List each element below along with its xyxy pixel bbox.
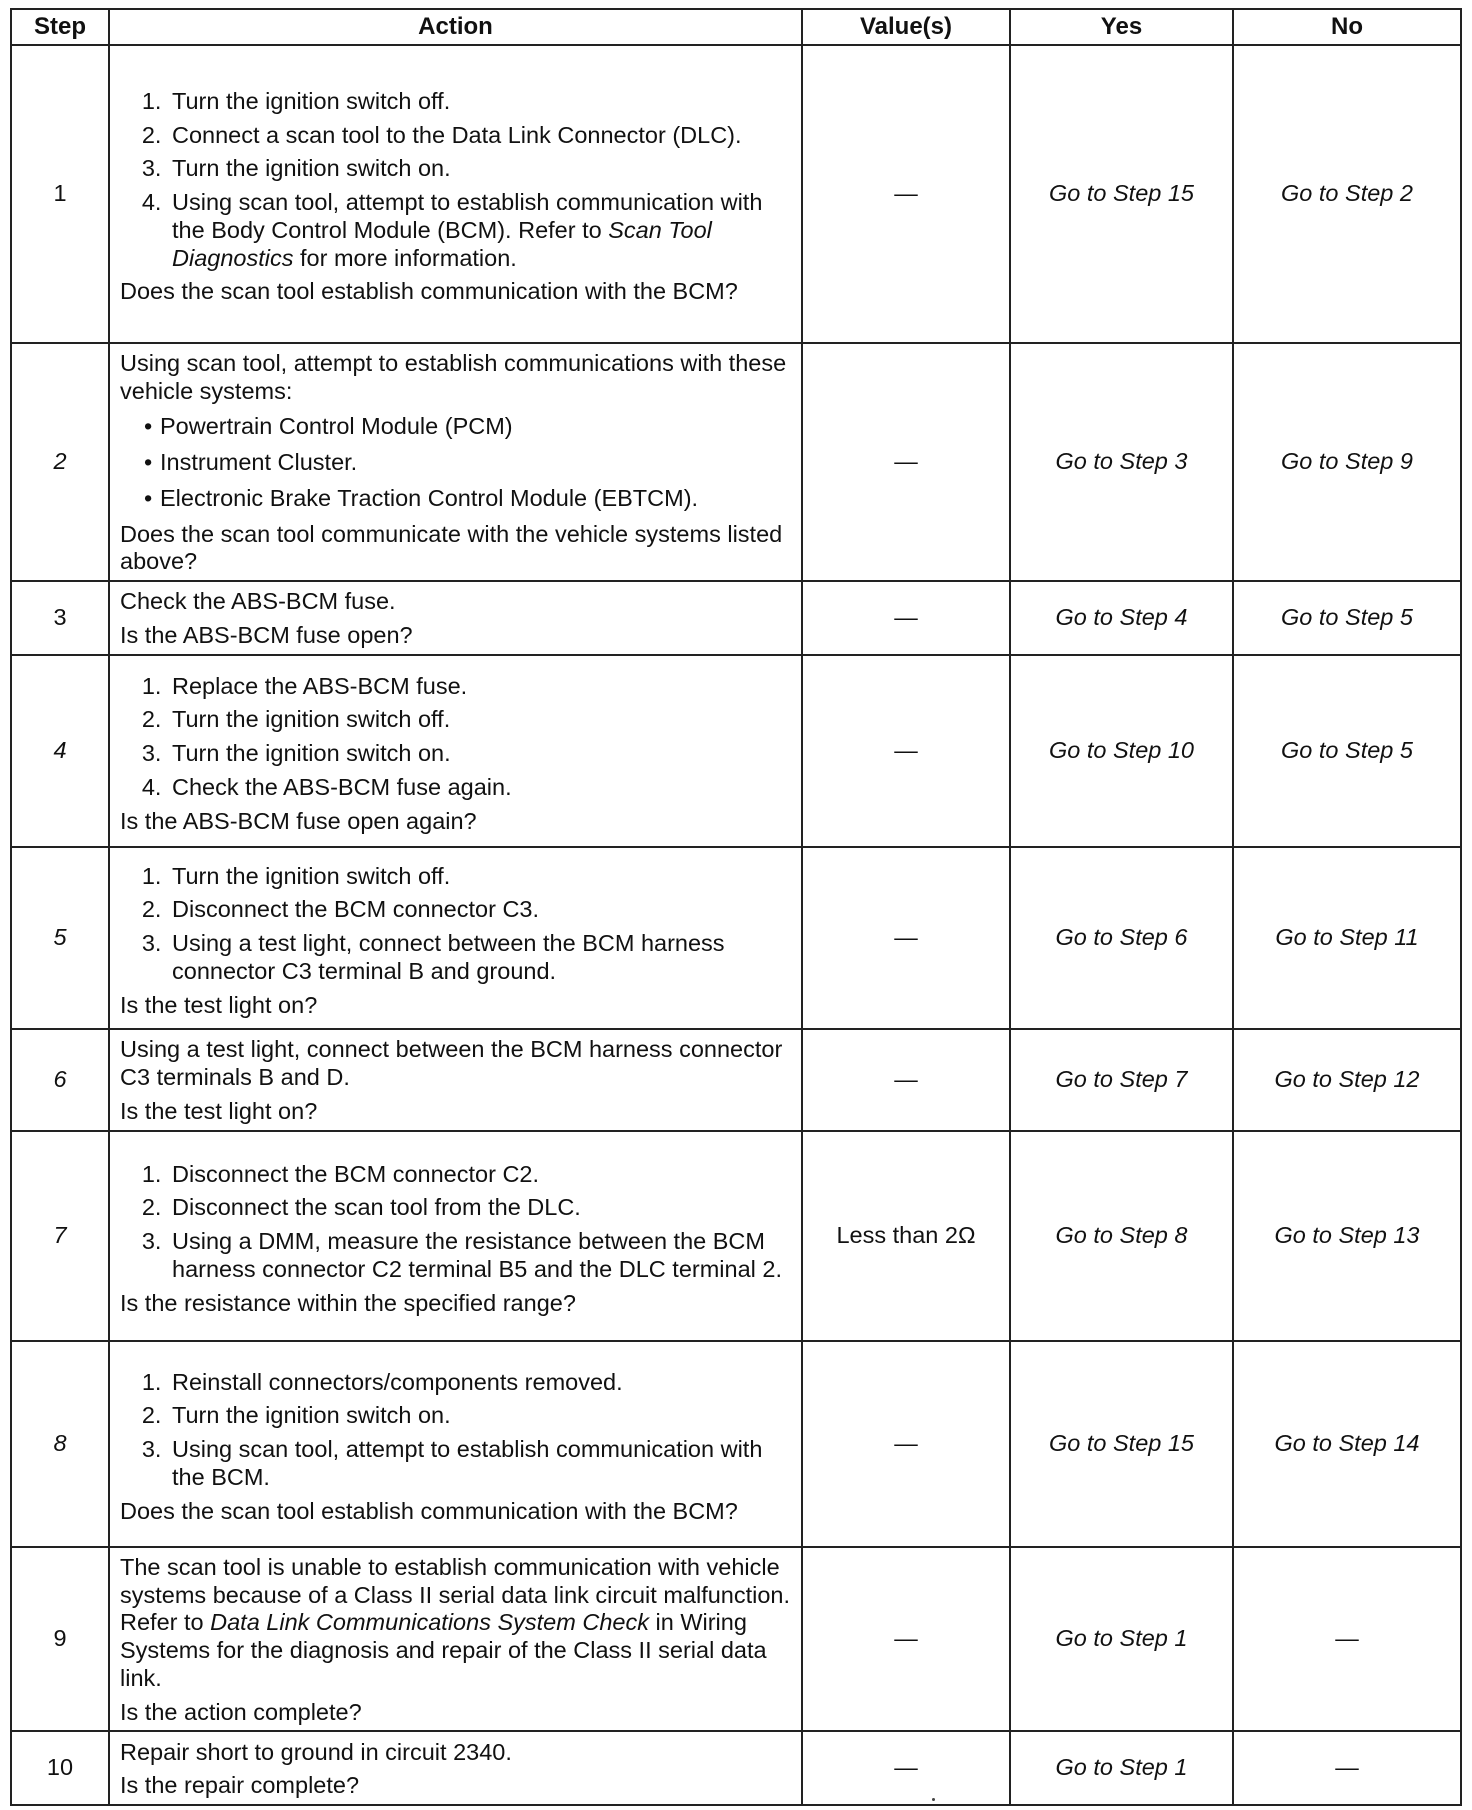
- action-cell: [109, 1341, 802, 1547]
- header-row: [11, 9, 1461, 45]
- header-no: No: [1233, 9, 1461, 45]
- action-item: 2. Disconnect the BCM connector C3.: [168, 896, 791, 924]
- step-number: 4: [11, 655, 109, 847]
- action-list: [120, 1161, 791, 1284]
- yes-cell: Go to Step 10: [1010, 655, 1233, 847]
- action-item: 3. Using scan tool, attempt to establish communication with the BCM.: [168, 1436, 791, 1491]
- step-number: 7: [11, 1131, 109, 1341]
- yes-cell: Go to Step 1: [1010, 1731, 1233, 1805]
- action-question: Is the action complete?: [120, 1698, 362, 1725]
- header-yes: Yes: [1010, 9, 1233, 45]
- list-item: • Powertrain Control Module (PCM): [160, 413, 791, 441]
- action-item: 3. Turn the ignition switch on.: [168, 740, 791, 768]
- action-question: Is the test light on?: [120, 1097, 318, 1124]
- action-item: 1. Reinstall connectors/components removed.: [168, 1369, 791, 1397]
- value-cell: —: [802, 1547, 1010, 1731]
- yes-cell: Go to Step 6: [1010, 847, 1233, 1029]
- action-item: 4. Check the ABS-BCM fuse again.: [168, 774, 791, 802]
- header-values: Value(s): [802, 9, 1010, 45]
- list-item: • Instrument Cluster.: [160, 449, 791, 477]
- table-row: [11, 655, 1461, 847]
- step-number: 10: [11, 1731, 109, 1805]
- no-cell: Go to Step 2: [1233, 45, 1461, 343]
- no-cell: Go to Step 11: [1233, 847, 1461, 1029]
- action-text: The scan tool is unable to establish communication with vehicle systems because of a Class II serial data link circuit malfunction. Refer to Data Link Communications System Check in Wiring Systems for the diagnosis and repair of the Class II serial data link.: [120, 1554, 791, 1691]
- action-item: 1. Turn the ignition switch off.: [168, 88, 791, 116]
- no-cell: Go to Step 14: [1233, 1341, 1461, 1547]
- action-cell: [109, 45, 802, 343]
- action-item: 2. Connect a scan tool to the Data Link Connector (DLC).: [168, 122, 791, 150]
- action-item: 1. Turn the ignition switch off.: [168, 863, 791, 891]
- action-question: Is the test light on?: [120, 991, 318, 1018]
- value-cell: —: [802, 1029, 1010, 1131]
- action-text: Repair short to ground in circuit 2340.: [120, 1738, 512, 1765]
- value-cell: —: [802, 45, 1010, 343]
- action-cell: [109, 847, 802, 1029]
- action-question: Does the scan tool establish communication with the BCM?: [120, 1497, 738, 1524]
- action-question: Does the scan tool communicate with the vehicle systems listed above?: [120, 520, 783, 575]
- no-cell: Go to Step 5: [1233, 655, 1461, 847]
- action-item: 3. Using a test light, connect between the BCM harness connector C3 terminal B and ground.: [168, 930, 791, 985]
- step-number: 1: [11, 45, 109, 343]
- header-action: Action: [109, 9, 802, 45]
- step-number: 2: [11, 343, 109, 581]
- action-question: Is the repair complete?: [120, 1772, 360, 1799]
- table-row: [11, 1029, 1461, 1131]
- table-row: [11, 1731, 1461, 1805]
- action-list: [120, 88, 791, 272]
- action-question: Does the scan tool establish communication with the BCM?: [120, 278, 738, 305]
- action-question: Is the ABS-BCM fuse open again?: [120, 807, 477, 834]
- action-text: Check the ABS-BCM fuse.: [120, 588, 396, 615]
- step-number: 8: [11, 1341, 109, 1547]
- action-cell: [109, 581, 802, 655]
- action-item: 3. Turn the ignition switch on.: [168, 155, 791, 183]
- table-row: [11, 1131, 1461, 1341]
- diagnostic-table: [10, 8, 1462, 1806]
- action-item: 2. Turn the ignition switch off.: [168, 706, 791, 734]
- no-cell: —: [1233, 1547, 1461, 1731]
- step-number: 5: [11, 847, 109, 1029]
- value-cell: —: [802, 581, 1010, 655]
- action-list: [120, 863, 791, 986]
- action-list: [120, 1369, 791, 1492]
- yes-cell: Go to Step 7: [1010, 1029, 1233, 1131]
- list-item: • Electronic Brake Traction Control Module (EBTCM).: [160, 485, 791, 513]
- action-item: 2. Disconnect the scan tool from the DLC.: [168, 1194, 791, 1222]
- no-cell: Go to Step 9: [1233, 343, 1461, 581]
- value-cell: —: [802, 847, 1010, 1029]
- table-row: [11, 847, 1461, 1029]
- value-cell: —: [802, 343, 1010, 581]
- action-question: Is the resistance within the specified range?: [120, 1289, 576, 1316]
- no-cell: Go to Step 13: [1233, 1131, 1461, 1341]
- doc-reference: Scan Tool Diagnostics: [172, 216, 712, 271]
- action-cell: [109, 1131, 802, 1341]
- action-list: [120, 673, 791, 802]
- step-number: 6: [11, 1029, 109, 1131]
- yes-cell: Go to Step 8: [1010, 1131, 1233, 1341]
- action-cell: [109, 1547, 802, 1731]
- action-text: Using a test light, connect between the BCM harness connector C3 terminals B and D.: [120, 1036, 783, 1091]
- system-list: [120, 413, 791, 512]
- table-row: [11, 45, 1461, 343]
- no-cell: Go to Step 12: [1233, 1029, 1461, 1131]
- yes-cell: Go to Step 15: [1010, 45, 1233, 343]
- scan-speck: [932, 1798, 935, 1801]
- step-number: 3: [11, 581, 109, 655]
- yes-cell: Go to Step 1: [1010, 1547, 1233, 1731]
- yes-cell: Go to Step 4: [1010, 581, 1233, 655]
- action-item: 1. Replace the ABS-BCM fuse.: [168, 673, 791, 701]
- value-cell: —: [802, 1341, 1010, 1547]
- action-item: 1. Disconnect the BCM connector C2.: [168, 1161, 791, 1189]
- step-number: 9: [11, 1547, 109, 1731]
- no-cell: Go to Step 5: [1233, 581, 1461, 655]
- action-item: 3. Using a DMM, measure the resistance between the BCM harness connector C2 terminal B5 and the DLC terminal 2.: [168, 1228, 791, 1283]
- value-cell: —: [802, 655, 1010, 847]
- action-item: 4. Using scan tool, attempt to establish communication with the Body Control Module (BCM). Refer to Scan Tool Diagnostics for more information.: [168, 189, 791, 272]
- action-item: 2. Turn the ignition switch on.: [168, 1402, 791, 1430]
- header-step: Step: [11, 9, 109, 45]
- action-cell: [109, 1731, 802, 1805]
- yes-cell: Go to Step 15: [1010, 1341, 1233, 1547]
- table-row: [11, 1341, 1461, 1547]
- action-cell: [109, 655, 802, 847]
- value-cell: —: [802, 1731, 1010, 1805]
- yes-cell: Go to Step 3: [1010, 343, 1233, 581]
- doc-reference: Data Link Communications System Check: [210, 1609, 649, 1636]
- table-row: [11, 581, 1461, 655]
- action-text: Using scan tool, attempt to establish communications with these vehicle systems:: [120, 350, 787, 404]
- table-row: [11, 343, 1461, 581]
- action-cell: [109, 1029, 802, 1131]
- no-cell: —: [1233, 1731, 1461, 1805]
- value-cell: Less than 2Ω: [802, 1131, 1010, 1341]
- action-question: Is the ABS-BCM fuse open?: [120, 622, 413, 649]
- action-cell: [109, 343, 802, 581]
- table-row: [11, 1547, 1461, 1731]
